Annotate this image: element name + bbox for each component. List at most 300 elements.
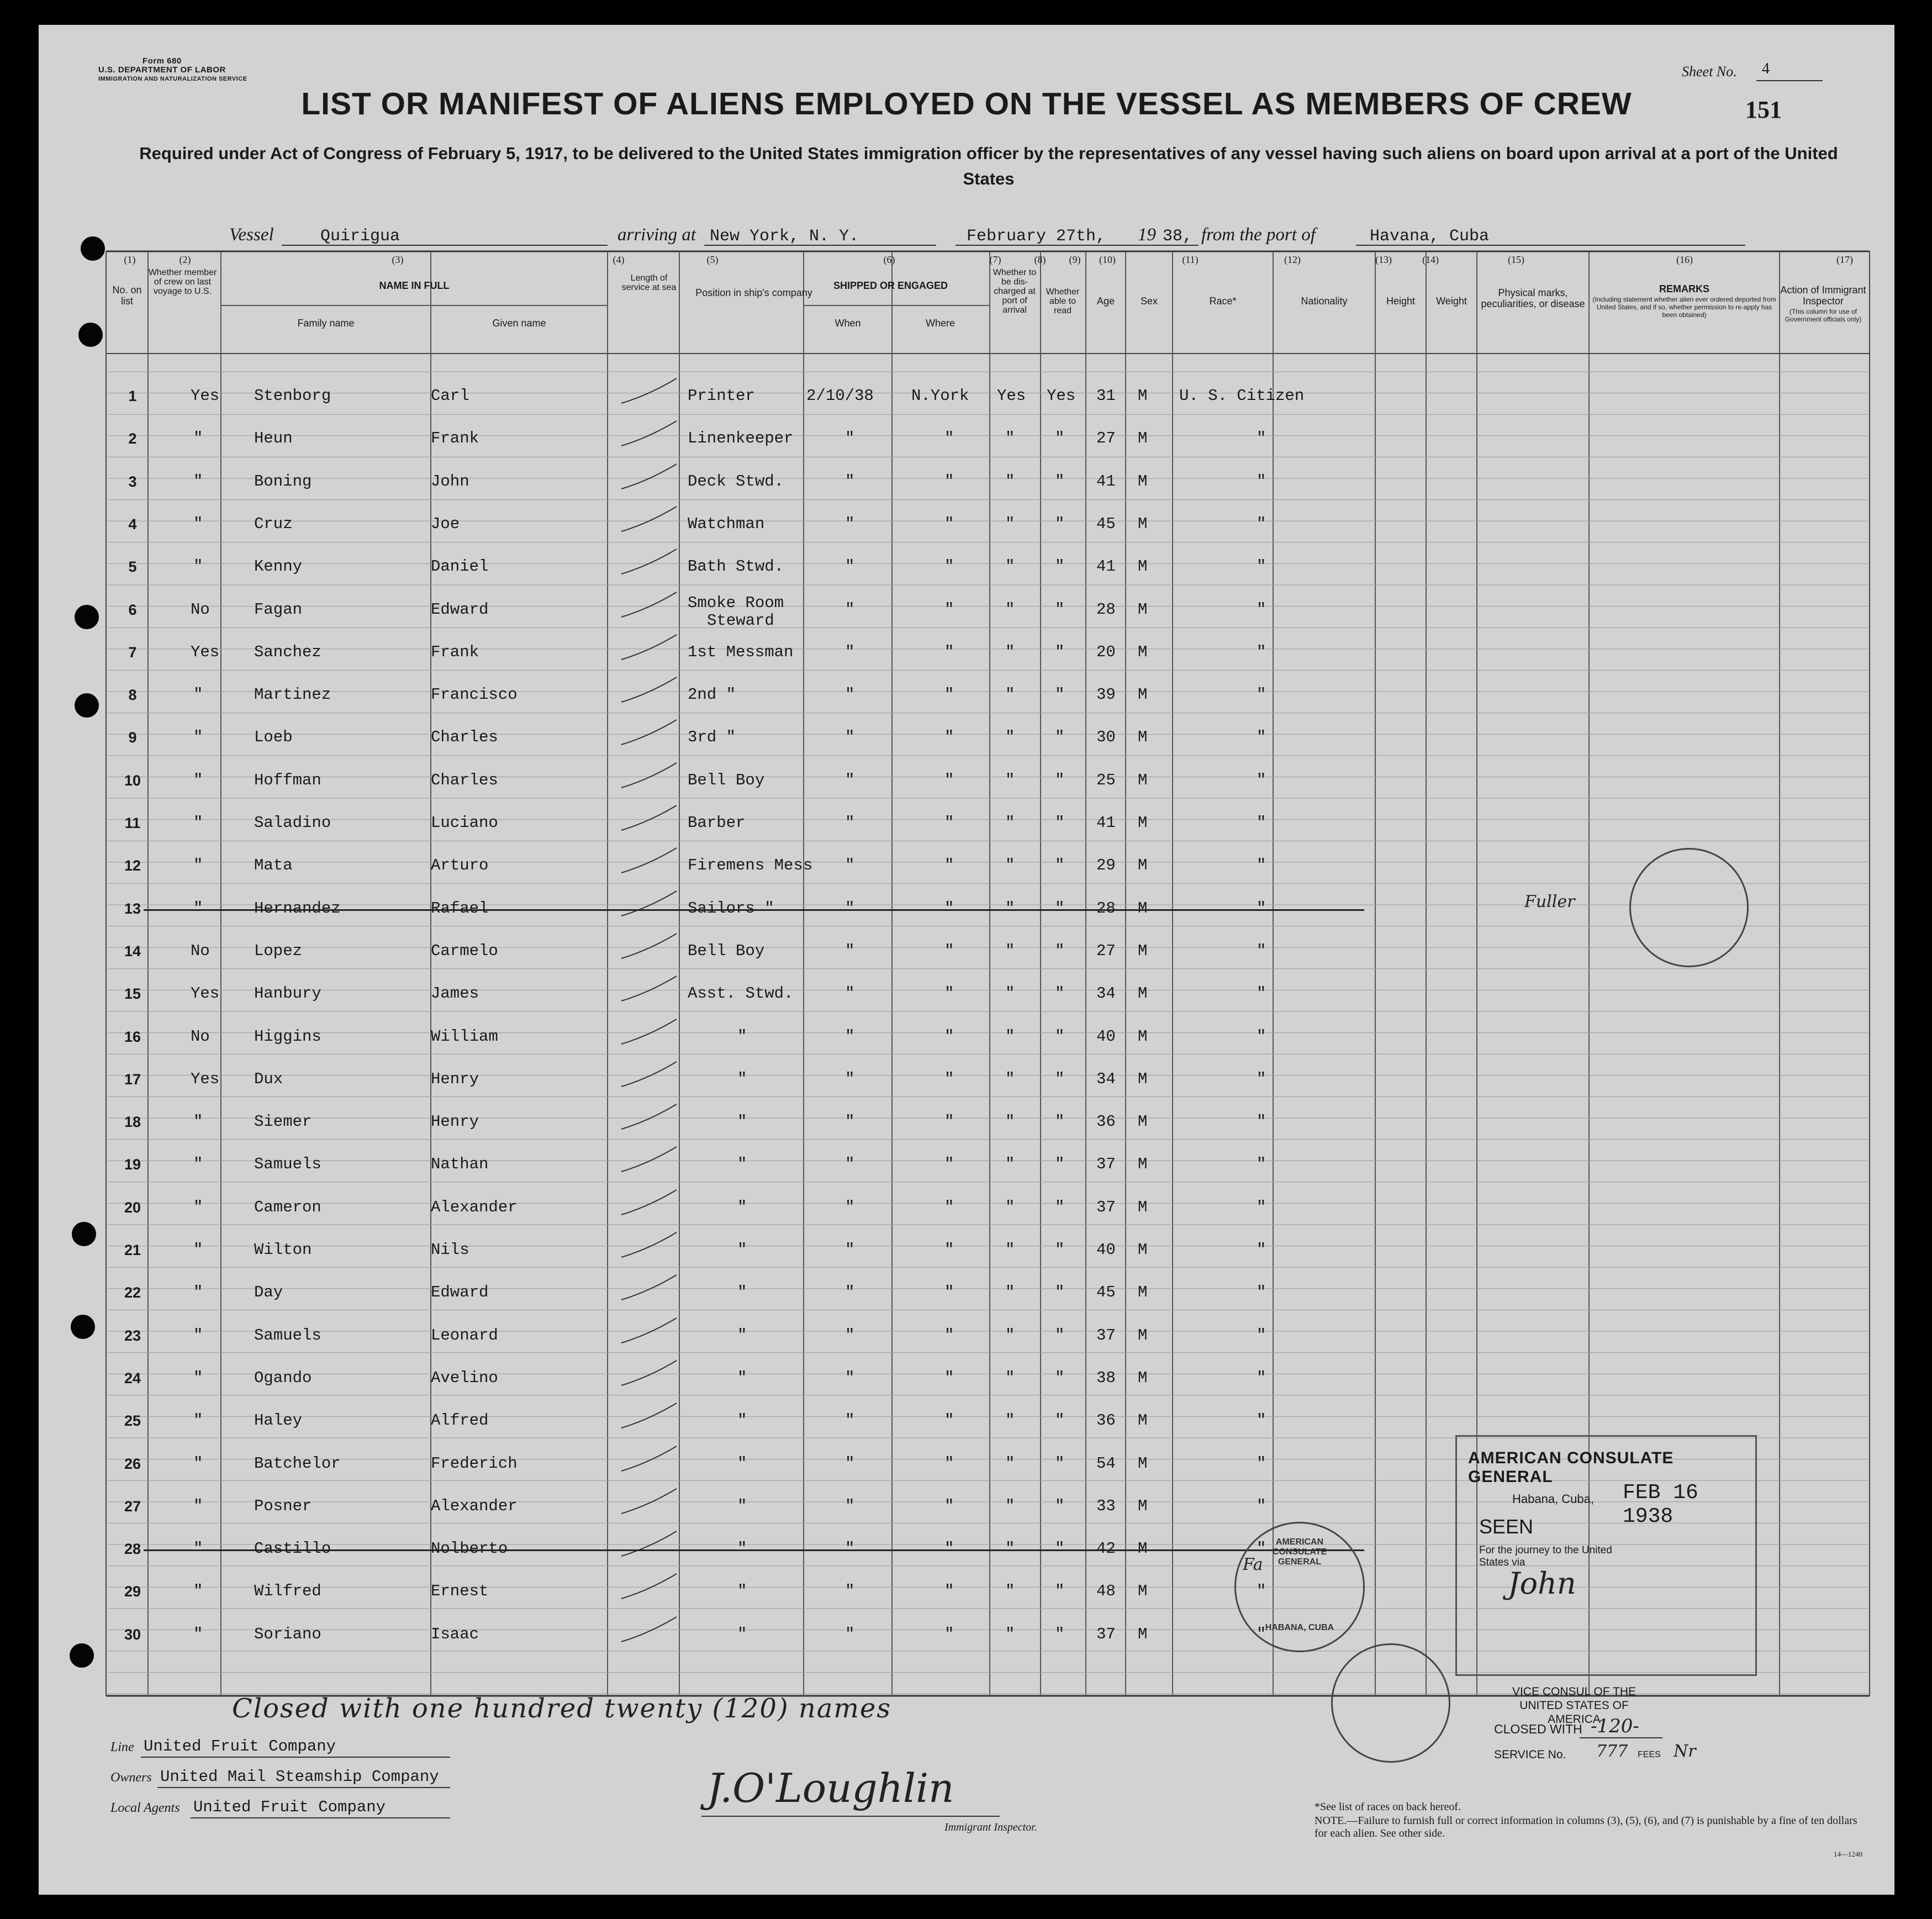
- col-11-number: (11): [1182, 254, 1199, 265]
- cell-prev: Yes: [191, 984, 220, 1003]
- seal-text-top: AMERICAN CONSULATE GENERAL: [1272, 1537, 1327, 1567]
- cell-race: ": [1257, 1241, 1266, 1259]
- inspector-label: Immigrant Inspector.: [944, 1821, 1037, 1833]
- strike-through-line: [144, 1549, 1364, 1551]
- cell-disch: ": [1005, 429, 1015, 448]
- cell-family: Dux: [254, 1069, 283, 1088]
- row-number: 23: [124, 1327, 141, 1344]
- col-8-number: (8): [1034, 254, 1046, 265]
- cell-where: ": [944, 642, 954, 661]
- col-inspector-note: (This column for use of Government officials only): [1785, 308, 1862, 323]
- cell-age: 34: [1096, 1069, 1116, 1088]
- seen-label: SEEN: [1479, 1515, 1534, 1538]
- cell-sex: M: [1138, 1241, 1148, 1259]
- service-check-mark: [616, 1016, 682, 1050]
- cell-pos: ": [737, 1540, 747, 1558]
- cell-race: ": [1257, 1113, 1266, 1131]
- cell-pos: ": [737, 1411, 747, 1430]
- cell-read: ": [1055, 472, 1065, 491]
- col-height: Height: [1386, 296, 1416, 307]
- service-check-mark: [616, 1101, 682, 1135]
- row-number: 14: [124, 942, 141, 960]
- service-check-mark: [616, 1187, 682, 1220]
- agents-value: United Fruit Company: [193, 1798, 386, 1816]
- cell-pos: Printer: [688, 387, 755, 405]
- row-number: 20: [124, 1199, 141, 1216]
- cell-read: ": [1055, 771, 1065, 789]
- service-check-mark: [616, 589, 682, 623]
- cell-given: Alexander: [431, 1496, 518, 1515]
- cell-given: Arturo: [431, 856, 489, 875]
- cell-family: Sanchez: [254, 642, 321, 661]
- cell-read: ": [1055, 1411, 1065, 1430]
- cell-race: ": [1257, 557, 1266, 576]
- cell-given: Luciano: [431, 814, 498, 832]
- cell-when: ": [845, 728, 855, 747]
- cell-read: ": [1055, 1069, 1065, 1088]
- cell-when: ": [845, 1625, 855, 1643]
- cell-when: ": [845, 814, 855, 832]
- cell-race: ": [1257, 1027, 1266, 1046]
- service-check-mark: [616, 760, 682, 793]
- cell-read: Yes: [1047, 387, 1076, 405]
- cell-where: ": [944, 686, 954, 704]
- cell-age: 25: [1096, 771, 1116, 789]
- cell-given: William: [431, 1027, 498, 1046]
- row-number: 22: [124, 1284, 141, 1301]
- cell-prev: ": [193, 1582, 203, 1601]
- cell-pos: Barber: [688, 814, 746, 832]
- row-number: 3: [128, 473, 137, 490]
- service-check-mark: [616, 1400, 682, 1433]
- cell-pos: Sailors ": [688, 899, 774, 918]
- cell-disch: ": [1005, 771, 1015, 789]
- cell-where: N.York: [911, 387, 969, 405]
- cell-read: ": [1055, 686, 1065, 704]
- cell-pos: ": [737, 1454, 747, 1473]
- consul-signature: John: [1508, 1566, 1576, 1601]
- cell-disch: Yes: [997, 387, 1026, 405]
- col-age: Age: [1096, 296, 1115, 307]
- service-check-mark: [616, 1230, 682, 1263]
- cell-race: ": [1257, 1155, 1266, 1174]
- cell-age: 29: [1096, 856, 1116, 875]
- col-remarks-note: (Including statement whether alien ever ordered deported from United States, and if so, whether permission to re-apply has been obtained): [1592, 296, 1776, 319]
- cell-race: ": [1257, 984, 1266, 1003]
- seal-text-bottom: HABANA, CUBA: [1265, 1623, 1334, 1632]
- cell-given: Leonard: [431, 1326, 498, 1345]
- cell-given: Henry: [431, 1113, 479, 1131]
- race-footnote: *See list of races on back hereof.: [1315, 1801, 1461, 1813]
- cell-where: ": [944, 856, 954, 875]
- cell-age: 37: [1096, 1625, 1116, 1643]
- row-number: 19: [124, 1156, 141, 1173]
- cell-pos: Bell Boy: [688, 771, 765, 789]
- cell-sex: M: [1138, 1540, 1148, 1558]
- journey-label: For the journey to the United States via: [1479, 1544, 1612, 1568]
- cell-sex: M: [1138, 514, 1148, 533]
- cell-family: Mata: [254, 856, 293, 875]
- cell-race: ": [1257, 1326, 1266, 1345]
- col-inspector-action: Action of Immigrant Inspector: [1780, 284, 1866, 307]
- col-1-number: (1): [124, 254, 136, 265]
- cell-given: Isaac: [431, 1625, 479, 1643]
- cell-family: Hoffman: [254, 771, 321, 789]
- row-number: 18: [124, 1114, 141, 1131]
- cell-when: ": [845, 1326, 855, 1345]
- cell-pos: ": [737, 1027, 747, 1046]
- cell-disch: ": [1005, 1540, 1015, 1558]
- cell-pos: Bell Boy: [688, 941, 765, 960]
- agents-label: Local Agents: [110, 1801, 180, 1815]
- cell-age: 41: [1096, 814, 1116, 832]
- cell-when: ": [845, 1582, 855, 1601]
- col-weight: Weight: [1436, 296, 1467, 307]
- cell-age: 48: [1096, 1582, 1116, 1601]
- cell-age: 31: [1096, 387, 1116, 405]
- cell-where: ": [944, 1283, 954, 1302]
- col-discharged: Whether to be dis-charged at port of arrival: [993, 268, 1037, 315]
- row-number: 1: [128, 388, 137, 404]
- cell-age: 33: [1096, 1496, 1116, 1515]
- col-14-number: (14): [1422, 254, 1439, 265]
- cell-when: ": [845, 429, 855, 448]
- cell-prev: ": [193, 899, 203, 918]
- cell-race: ": [1257, 686, 1266, 704]
- cell-family: Day: [254, 1283, 283, 1302]
- row-number: 21: [124, 1242, 141, 1258]
- col-6-number: (6): [883, 254, 895, 265]
- cell-given: John: [431, 472, 469, 491]
- row-number: 11: [124, 815, 141, 831]
- cell-read: ": [1055, 899, 1065, 918]
- cell-age: 42: [1096, 1540, 1116, 1558]
- row-number: 8: [128, 687, 137, 704]
- cell-prev: ": [193, 728, 203, 747]
- service-check-mark: [616, 546, 682, 579]
- cell-prev: ": [193, 686, 203, 704]
- cell-prev: ": [193, 1411, 203, 1430]
- cell-family: Wilfred: [254, 1582, 321, 1601]
- cell-pos: Firemens Mess: [688, 856, 813, 875]
- cell-given: Avelino: [431, 1368, 498, 1387]
- col-4-number: (4): [613, 254, 625, 265]
- cell-prev: ": [193, 1326, 203, 1345]
- cell-where: ": [944, 1582, 954, 1601]
- cell-where: ": [944, 1069, 954, 1088]
- cell-prev: ": [193, 429, 203, 448]
- row-number: 24: [124, 1369, 141, 1386]
- cell-read: ": [1055, 1113, 1065, 1131]
- cell-age: 27: [1096, 429, 1116, 448]
- cell-read: ": [1055, 1155, 1065, 1174]
- cell-race: ": [1257, 856, 1266, 875]
- cell-when: ": [845, 1454, 855, 1473]
- cell-when: ": [845, 472, 855, 491]
- cell-disch: ": [1005, 557, 1015, 576]
- cell-disch: ": [1005, 941, 1015, 960]
- cell-when: ": [845, 1113, 855, 1131]
- cell-when: ": [845, 1283, 855, 1302]
- service-check-mark: [616, 1528, 682, 1562]
- service-check-mark: [616, 1571, 682, 1604]
- cell-when: ": [845, 1496, 855, 1515]
- cell-when: ": [845, 1027, 855, 1046]
- cell-prev: ": [193, 1625, 203, 1643]
- cell-when: 2/10/38: [806, 387, 874, 405]
- cell-read: ": [1055, 1027, 1065, 1046]
- cell-prev: ": [193, 1496, 203, 1515]
- cell-given: Ernest: [431, 1582, 489, 1601]
- cell-prev: No: [191, 1027, 210, 1046]
- service-check-mark: [616, 1144, 682, 1177]
- cell-when: ": [845, 941, 855, 960]
- cell-sex: M: [1138, 557, 1148, 576]
- cell-when: ": [845, 1198, 855, 1216]
- cell-family: Cruz: [254, 514, 293, 533]
- owners-label: Owners: [110, 1770, 152, 1785]
- cell-disch: ": [1005, 728, 1015, 747]
- col-16-number: (16): [1676, 254, 1693, 265]
- row-number: 9: [128, 729, 137, 746]
- cell-read: ": [1055, 1582, 1065, 1601]
- cell-prev: No: [191, 941, 210, 960]
- row-number: 6: [128, 601, 137, 618]
- inspector-signature: J.O'Loughlin: [707, 1765, 954, 1811]
- cell-given: Rafael: [431, 899, 489, 918]
- cell-pos: 3rd ": [688, 728, 736, 747]
- cell-given: Nils: [431, 1241, 469, 1259]
- col-remarks: REMARKS: [1659, 283, 1709, 294]
- cell-race: ": [1257, 899, 1266, 918]
- cell-sex: M: [1138, 1368, 1148, 1387]
- cell-age: 54: [1096, 1454, 1116, 1473]
- consulate-date: FEB 16 1938: [1623, 1481, 1698, 1528]
- service-check-mark: [616, 845, 682, 878]
- cell-where: ": [944, 1241, 954, 1259]
- cell-pos: Deck Stwd.: [688, 472, 784, 491]
- col-13-number: (13): [1375, 254, 1392, 265]
- cell-read: ": [1055, 1283, 1065, 1302]
- cell-when: ": [845, 1241, 855, 1259]
- row-number: 26: [124, 1455, 141, 1472]
- cell-where: ": [944, 728, 954, 747]
- cell-given: Daniel: [431, 557, 489, 576]
- col-3-number: (3): [392, 254, 404, 265]
- cell-family: Heun: [254, 429, 293, 448]
- cell-race: ": [1257, 1069, 1266, 1088]
- cell-prev: ": [193, 514, 203, 533]
- col-position: Position in ship's company: [695, 287, 812, 298]
- cell-sex: M: [1138, 600, 1148, 619]
- cell-when: ": [845, 557, 855, 576]
- cell-age: 41: [1096, 472, 1116, 491]
- strike-through-line: [144, 909, 1364, 911]
- cell-race: ": [1257, 1582, 1266, 1601]
- row-number: 25: [124, 1412, 141, 1430]
- cell-when: ": [845, 1368, 855, 1387]
- cell-given: Alfred: [431, 1411, 489, 1430]
- cell-age: 28: [1096, 899, 1116, 918]
- cell-prev: Yes: [191, 642, 220, 661]
- cell-given: Edward: [431, 600, 489, 619]
- cell-disch: ": [1005, 642, 1015, 661]
- cell-given: James: [431, 984, 479, 1003]
- cell-where: ": [944, 1326, 954, 1345]
- cell-pos: Linenkeeper: [688, 429, 794, 448]
- cell-when: ": [845, 771, 855, 789]
- cell-family: Soriano: [254, 1625, 321, 1643]
- col-race: Race*: [1209, 296, 1237, 307]
- cell-given: Nolberto: [431, 1540, 508, 1558]
- cell-disch: ": [1005, 1113, 1015, 1131]
- cell-family: Haley: [254, 1411, 303, 1430]
- col-list-number: No. on list: [112, 284, 142, 307]
- consulate-seal: [1629, 848, 1749, 967]
- cell-family: Wilton: [254, 1241, 312, 1259]
- cell-prev: ": [193, 1155, 203, 1174]
- cell-where: ": [944, 429, 954, 448]
- cell-where: ": [944, 771, 954, 789]
- cell-prev: ": [193, 1454, 203, 1473]
- cell-family: Castillo: [254, 1540, 331, 1558]
- cell-disch: ": [1005, 1496, 1015, 1515]
- row-number: 15: [124, 985, 141, 1003]
- cell-sex: M: [1138, 1411, 1148, 1430]
- remarks-handwriting: Fa: [1243, 1555, 1263, 1574]
- cell-given: Alexander: [431, 1198, 518, 1216]
- cell-read: ": [1055, 1625, 1065, 1643]
- vessel-label: Vessel: [229, 225, 274, 245]
- department-label: U.S. DEPARTMENT OF LABOR: [98, 65, 226, 75]
- cell-given: Carmelo: [431, 941, 498, 960]
- cell-sex: M: [1138, 642, 1148, 661]
- cell-pos: 2nd ": [688, 686, 736, 704]
- cell-prev: ": [193, 472, 203, 491]
- form-code: 14—1240: [1834, 1850, 1862, 1858]
- from-port-label: from the port of: [1201, 225, 1316, 245]
- departure-port: Havana, Cuba: [1370, 227, 1490, 246]
- cell-race: ": [1257, 1283, 1266, 1302]
- col-17-number: (17): [1836, 254, 1853, 265]
- col-sex: Sex: [1140, 296, 1158, 307]
- cell-where: ": [944, 1411, 954, 1430]
- cell-family: Boning: [254, 472, 312, 491]
- cell-race: U. S. Citizen: [1179, 387, 1305, 405]
- row-number: 7: [128, 644, 137, 661]
- row-number: 27: [124, 1498, 141, 1515]
- cell-disch: ": [1005, 472, 1015, 491]
- cell-read: ": [1055, 600, 1065, 619]
- cell-age: 37: [1096, 1155, 1116, 1174]
- cell-where: ": [944, 1368, 954, 1387]
- cell-pos-continued: Steward: [707, 611, 774, 630]
- cell-disch: ": [1005, 1368, 1015, 1387]
- cell-sex: M: [1138, 899, 1148, 918]
- col-shipped-when: When: [835, 318, 861, 329]
- cell-pos: ": [737, 1069, 747, 1088]
- cell-disch: ": [1005, 1241, 1015, 1259]
- cell-age: 41: [1096, 557, 1116, 576]
- cell-disch: ": [1005, 1625, 1015, 1643]
- cell-read: ": [1055, 1496, 1065, 1515]
- cell-sex: M: [1138, 941, 1148, 960]
- col-family-name: Family name: [297, 318, 355, 329]
- sheet-label: Sheet No.: [1682, 64, 1737, 80]
- cell-pos: ": [737, 1326, 747, 1345]
- sheet-number: 4: [1762, 60, 1770, 77]
- cell-family: Saladino: [254, 814, 331, 832]
- cell-family: Lopez: [254, 941, 303, 960]
- cell-family: Loeb: [254, 728, 293, 747]
- cell-disch: ": [1005, 1155, 1015, 1174]
- col-name-in-full: NAME IN FULL: [379, 280, 450, 291]
- cell-disch: ": [1005, 984, 1015, 1003]
- arrival-year: 38,: [1163, 227, 1193, 246]
- cell-age: 45: [1096, 514, 1116, 533]
- cell-given: Carl: [431, 387, 469, 405]
- cell-family: Posner: [254, 1496, 312, 1515]
- cell-given: Charles: [431, 771, 498, 789]
- row-number: 30: [124, 1626, 141, 1643]
- cell-sex: M: [1138, 1155, 1148, 1174]
- service-check-mark: [616, 1614, 682, 1647]
- cell-sex: M: [1138, 1069, 1148, 1088]
- row-number: 10: [124, 772, 141, 789]
- cell-age: 37: [1096, 1198, 1116, 1216]
- cell-family: Cameron: [254, 1198, 321, 1216]
- cell-prev: ": [193, 557, 203, 576]
- row-number: 2: [128, 430, 137, 447]
- cell-race: ": [1257, 1625, 1266, 1643]
- cell-pos: ": [737, 1496, 747, 1515]
- cell-when: ": [845, 1155, 855, 1174]
- cell-sex: M: [1138, 984, 1148, 1003]
- col-previous-voyage: Whether member of crew on last voyage to U.S.: [148, 268, 217, 296]
- cell-sex: M: [1138, 728, 1148, 747]
- cell-sex: M: [1138, 472, 1148, 491]
- cell-age: 38: [1096, 1368, 1116, 1387]
- cell-pos: 1st Messman: [688, 642, 794, 661]
- col-nationality: Nationality: [1301, 296, 1348, 307]
- cell-read: ": [1055, 1198, 1065, 1216]
- service-number-label: SERVICE No.: [1494, 1748, 1566, 1761]
- cell-age: 30: [1096, 728, 1116, 747]
- cell-sex: M: [1138, 1454, 1148, 1473]
- cell-family: Kenny: [254, 557, 303, 576]
- consulate-box-stamp: [1455, 1435, 1757, 1676]
- col-shipped-where: Where: [925, 318, 955, 329]
- cell-pos: ": [737, 1625, 747, 1643]
- cell-disch: ": [1005, 1582, 1015, 1601]
- cell-when: ": [845, 642, 855, 661]
- cell-pos: Watchman: [688, 514, 765, 533]
- cell-prev: ": [193, 1198, 203, 1216]
- service-check-mark: [616, 1272, 682, 1305]
- cell-prev: ": [193, 1113, 203, 1131]
- cell-where: ": [944, 1027, 954, 1046]
- service-check-mark: [616, 1486, 682, 1519]
- cell-disch: ": [1005, 1069, 1015, 1088]
- cell-disch: ": [1005, 1027, 1015, 1046]
- service-check-mark: [616, 674, 682, 708]
- cell-read: ": [1055, 557, 1065, 576]
- closed-with-label: CLOSED WITH: [1494, 1722, 1582, 1736]
- cell-race: ": [1257, 600, 1266, 619]
- cell-when: ": [845, 1540, 855, 1558]
- col-12-number: (12): [1284, 254, 1301, 265]
- cell-sex: M: [1138, 856, 1148, 875]
